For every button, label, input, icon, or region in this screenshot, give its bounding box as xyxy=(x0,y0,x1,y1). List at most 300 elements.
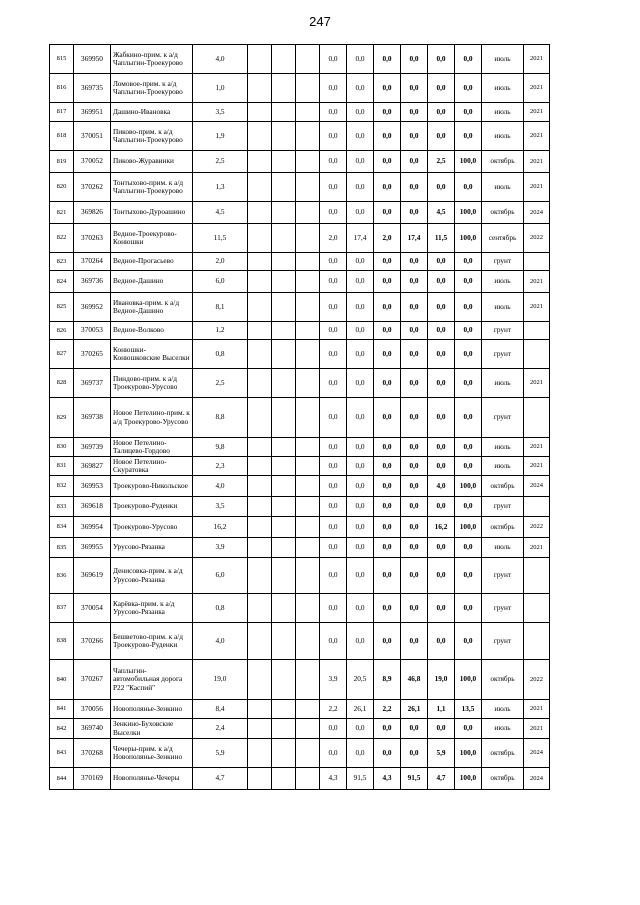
value-h: 19,0 xyxy=(428,660,455,700)
repair-year xyxy=(524,322,550,340)
empty-cell xyxy=(248,739,272,768)
value-e: 0,0 xyxy=(347,103,374,122)
empty-cell xyxy=(272,768,296,790)
road-length: 4,0 xyxy=(193,476,248,497)
empty-cell xyxy=(296,623,320,660)
value-h: 0,0 xyxy=(428,74,455,103)
value-g: 26,1 xyxy=(401,700,428,719)
value-g: 0,0 xyxy=(401,719,428,739)
value-d: 4,3 xyxy=(320,768,347,790)
value-i: 100,0 xyxy=(455,476,482,497)
value-f: 0,0 xyxy=(374,719,401,739)
empty-cell xyxy=(248,497,272,517)
repair-month: грунт xyxy=(482,594,524,623)
empty-cell xyxy=(296,558,320,594)
empty-cell xyxy=(296,594,320,623)
empty-cell xyxy=(296,398,320,438)
empty-cell xyxy=(296,476,320,497)
value-f: 0,0 xyxy=(374,322,401,340)
table-row xyxy=(50,224,550,253)
road-length: 16,2 xyxy=(193,517,248,538)
value-f: 0,0 xyxy=(374,45,401,74)
empty-cell xyxy=(272,369,296,398)
road-length: 8,4 xyxy=(193,700,248,719)
value-g: 0,0 xyxy=(401,202,428,224)
road-code: 370265 xyxy=(74,340,111,369)
empty-cell xyxy=(272,497,296,517)
empty-cell xyxy=(248,660,272,700)
repair-year: 2022 xyxy=(524,224,550,253)
value-f: 0,0 xyxy=(374,438,401,457)
repair-year: 2021 xyxy=(524,369,550,398)
value-e: 0,0 xyxy=(347,369,374,398)
value-h: 4,7 xyxy=(428,768,455,790)
road-length: 4,5 xyxy=(193,202,248,224)
repair-year: 2024 xyxy=(524,476,550,497)
road-length: 2,5 xyxy=(193,369,248,398)
empty-cell xyxy=(296,719,320,739)
value-i: 0,0 xyxy=(455,369,482,398)
value-d: 0,0 xyxy=(320,517,347,538)
value-e: 26,1 xyxy=(347,700,374,719)
value-h: 1,1 xyxy=(428,700,455,719)
value-f: 0,0 xyxy=(374,340,401,369)
road-length: 0,8 xyxy=(193,594,248,623)
value-f: 0,0 xyxy=(374,271,401,293)
value-d: 0,0 xyxy=(320,253,347,271)
value-e: 0,0 xyxy=(347,173,374,202)
table-row xyxy=(50,623,550,660)
empty-cell xyxy=(296,45,320,74)
value-h: 0,0 xyxy=(428,457,455,476)
value-h: 0,0 xyxy=(428,594,455,623)
value-d: 0,0 xyxy=(320,369,347,398)
value-h: 0,0 xyxy=(428,558,455,594)
table-row xyxy=(50,438,550,457)
value-i: 0,0 xyxy=(455,253,482,271)
value-h: 0,0 xyxy=(428,538,455,558)
value-e: 0,0 xyxy=(347,202,374,224)
empty-cell xyxy=(272,623,296,660)
repair-year: 2024 xyxy=(524,202,550,224)
repair-year: 2021 xyxy=(524,103,550,122)
value-i: 100,0 xyxy=(455,660,482,700)
value-e: 0,0 xyxy=(347,438,374,457)
value-h: 0,0 xyxy=(428,438,455,457)
repair-year xyxy=(524,253,550,271)
empty-cell xyxy=(296,122,320,151)
value-d: 0,0 xyxy=(320,45,347,74)
road-code: 370056 xyxy=(74,700,111,719)
road-code: 369950 xyxy=(74,45,111,74)
empty-cell xyxy=(248,719,272,739)
value-g: 0,0 xyxy=(401,623,428,660)
road-name: Новополянье-Чечеры xyxy=(111,768,193,790)
empty-cell xyxy=(296,340,320,369)
value-d: 3,9 xyxy=(320,660,347,700)
row-number: 833 xyxy=(50,497,74,517)
value-i: 0,0 xyxy=(455,271,482,293)
table-row xyxy=(50,293,550,322)
roads-table xyxy=(49,44,550,790)
repair-month: июль xyxy=(482,719,524,739)
empty-cell xyxy=(248,594,272,623)
empty-cell xyxy=(248,293,272,322)
empty-cell xyxy=(272,476,296,497)
road-name: Конюшки-Конюшковские Выселки xyxy=(111,340,193,369)
value-i: 0,0 xyxy=(455,293,482,322)
road-code: 369951 xyxy=(74,103,111,122)
value-e: 0,0 xyxy=(347,293,374,322)
value-d: 0,0 xyxy=(320,497,347,517)
value-g: 91,5 xyxy=(401,768,428,790)
repair-year: 2021 xyxy=(524,293,550,322)
value-f: 0,0 xyxy=(374,151,401,173)
value-g: 0,0 xyxy=(401,45,428,74)
value-h: 0,0 xyxy=(428,623,455,660)
value-f: 8,9 xyxy=(374,660,401,700)
value-h: 0,0 xyxy=(428,173,455,202)
empty-cell xyxy=(272,202,296,224)
road-code: 369739 xyxy=(74,438,111,457)
value-f: 0,0 xyxy=(374,497,401,517)
repair-year xyxy=(524,340,550,369)
table-row xyxy=(50,122,550,151)
row-number: 828 xyxy=(50,369,74,398)
repair-year: 2021 xyxy=(524,700,550,719)
empty-cell xyxy=(248,340,272,369)
empty-cell xyxy=(272,122,296,151)
table-row xyxy=(50,660,550,700)
repair-month: июль xyxy=(482,369,524,398)
empty-cell xyxy=(296,768,320,790)
empty-cell xyxy=(248,438,272,457)
table-row xyxy=(50,398,550,438)
table-row xyxy=(50,497,550,517)
road-code: 369952 xyxy=(74,293,111,322)
road-code: 369619 xyxy=(74,558,111,594)
value-d: 0,0 xyxy=(320,122,347,151)
empty-cell xyxy=(248,369,272,398)
value-d: 2,2 xyxy=(320,700,347,719)
road-length: 11,5 xyxy=(193,224,248,253)
table-row xyxy=(50,768,550,790)
empty-cell xyxy=(248,253,272,271)
repair-month: октябрь xyxy=(482,768,524,790)
value-d: 0,0 xyxy=(320,476,347,497)
road-code: 370267 xyxy=(74,660,111,700)
value-g: 0,0 xyxy=(401,438,428,457)
empty-cell xyxy=(248,476,272,497)
road-code: 370052 xyxy=(74,151,111,173)
row-number: 840 xyxy=(50,660,74,700)
table-row xyxy=(50,719,550,739)
value-g: 0,0 xyxy=(401,457,428,476)
repair-month: июль xyxy=(482,45,524,74)
road-code: 370268 xyxy=(74,739,111,768)
row-number: 831 xyxy=(50,457,74,476)
value-g: 0,0 xyxy=(401,369,428,398)
empty-cell xyxy=(296,224,320,253)
repair-year: 2022 xyxy=(524,517,550,538)
value-h: 0,0 xyxy=(428,719,455,739)
empty-cell xyxy=(272,45,296,74)
value-f: 0,0 xyxy=(374,202,401,224)
value-d: 0,0 xyxy=(320,322,347,340)
road-name: Пиндово-прим. к а/д Троекурово-Урусово xyxy=(111,369,193,398)
row-number: 834 xyxy=(50,517,74,538)
table-row xyxy=(50,558,550,594)
road-code: 369736 xyxy=(74,271,111,293)
repair-month: июль xyxy=(482,173,524,202)
road-name: Пиково-прим. к а/д Чаплыгин-Троекурово xyxy=(111,122,193,151)
road-code: 369827 xyxy=(74,457,111,476)
repair-year: 2021 xyxy=(524,151,550,173)
value-e: 0,0 xyxy=(347,122,374,151)
table-row xyxy=(50,103,550,122)
value-g: 46,8 xyxy=(401,660,428,700)
road-code: 369955 xyxy=(74,538,111,558)
value-h: 0,0 xyxy=(428,293,455,322)
value-d: 0,0 xyxy=(320,457,347,476)
empty-cell xyxy=(296,202,320,224)
repair-year xyxy=(524,623,550,660)
value-h: 0,0 xyxy=(428,322,455,340)
table-row xyxy=(50,340,550,369)
road-name: Троекурово-Урусово xyxy=(111,517,193,538)
empty-cell xyxy=(272,457,296,476)
repair-year: 2021 xyxy=(524,457,550,476)
road-code: 370051 xyxy=(74,122,111,151)
road-length: 4,0 xyxy=(193,45,248,74)
empty-cell xyxy=(296,173,320,202)
empty-cell xyxy=(272,594,296,623)
value-e: 0,0 xyxy=(347,45,374,74)
table-row xyxy=(50,739,550,768)
road-name: Троекурово-Руденки xyxy=(111,497,193,517)
row-number: 823 xyxy=(50,253,74,271)
road-length: 1,0 xyxy=(193,74,248,103)
row-number: 832 xyxy=(50,476,74,497)
empty-cell xyxy=(272,103,296,122)
value-h: 2,5 xyxy=(428,151,455,173)
value-h: 0,0 xyxy=(428,122,455,151)
road-name: Новое Петелино-прим. к а/д Троекурово-Урусово xyxy=(111,398,193,438)
empty-cell xyxy=(248,202,272,224)
value-f: 0,0 xyxy=(374,476,401,497)
row-number: 835 xyxy=(50,538,74,558)
table-row xyxy=(50,594,550,623)
road-name: Новое Петелино-Скуратовка xyxy=(111,457,193,476)
empty-cell xyxy=(248,45,272,74)
empty-cell xyxy=(248,623,272,660)
value-i: 0,0 xyxy=(455,594,482,623)
empty-cell xyxy=(272,517,296,538)
value-i: 13,5 xyxy=(455,700,482,719)
road-length: 8,1 xyxy=(193,293,248,322)
repair-year xyxy=(524,594,550,623)
value-i: 100,0 xyxy=(455,739,482,768)
road-name: Зенкино-Буховские Выселки xyxy=(111,719,193,739)
repair-year: 2021 xyxy=(524,45,550,74)
empty-cell xyxy=(296,700,320,719)
repair-year: 2021 xyxy=(524,719,550,739)
road-length: 6,0 xyxy=(193,558,248,594)
value-h: 0,0 xyxy=(428,103,455,122)
empty-cell xyxy=(272,271,296,293)
value-g: 0,0 xyxy=(401,340,428,369)
value-i: 0,0 xyxy=(455,173,482,202)
empty-cell xyxy=(272,253,296,271)
road-name: Бешветово-прим. к а/д Троекурово-Руденки xyxy=(111,623,193,660)
road-length: 2,5 xyxy=(193,151,248,173)
value-g: 17,4 xyxy=(401,224,428,253)
row-number: 841 xyxy=(50,700,74,719)
value-e: 91,5 xyxy=(347,768,374,790)
road-name: Дашино-Ивановка xyxy=(111,103,193,122)
row-number: 844 xyxy=(50,768,74,790)
empty-cell xyxy=(248,457,272,476)
empty-cell xyxy=(272,700,296,719)
row-number: 838 xyxy=(50,623,74,660)
road-length: 2,0 xyxy=(193,253,248,271)
row-number: 836 xyxy=(50,558,74,594)
road-code: 370169 xyxy=(74,768,111,790)
value-e: 0,0 xyxy=(347,558,374,594)
empty-cell xyxy=(272,398,296,438)
repair-month: октябрь xyxy=(482,476,524,497)
value-i: 0,0 xyxy=(455,45,482,74)
value-d: 0,0 xyxy=(320,558,347,594)
empty-cell xyxy=(296,497,320,517)
value-f: 0,0 xyxy=(374,457,401,476)
road-name: Тонтыхово-прим. к а/д Чаплыгин-Троекурово xyxy=(111,173,193,202)
value-e: 0,0 xyxy=(347,151,374,173)
road-name: Чечеры-прим. к а/д Новополянье-Зенкино xyxy=(111,739,193,768)
value-d: 0,0 xyxy=(320,438,347,457)
road-length: 3,9 xyxy=(193,538,248,558)
value-d: 0,0 xyxy=(320,173,347,202)
row-number: 830 xyxy=(50,438,74,457)
value-i: 0,0 xyxy=(455,538,482,558)
value-g: 0,0 xyxy=(401,497,428,517)
value-i: 100,0 xyxy=(455,768,482,790)
road-code: 370054 xyxy=(74,594,111,623)
row-number: 829 xyxy=(50,398,74,438)
row-number: 817 xyxy=(50,103,74,122)
value-e: 0,0 xyxy=(347,538,374,558)
repair-month: июль xyxy=(482,122,524,151)
road-name: Троекурово-Никольское xyxy=(111,476,193,497)
repair-month: грунт xyxy=(482,497,524,517)
value-e: 0,0 xyxy=(347,517,374,538)
row-number: 826 xyxy=(50,322,74,340)
value-i: 100,0 xyxy=(455,517,482,538)
empty-cell xyxy=(296,271,320,293)
road-name: Ведное-Троекурово-Конюшки xyxy=(111,224,193,253)
value-i: 0,0 xyxy=(455,457,482,476)
repair-month: грунт xyxy=(482,340,524,369)
empty-cell xyxy=(272,322,296,340)
value-g: 0,0 xyxy=(401,476,428,497)
table-row xyxy=(50,271,550,293)
road-code: 369618 xyxy=(74,497,111,517)
value-i: 0,0 xyxy=(455,438,482,457)
value-d: 0,0 xyxy=(320,271,347,293)
road-length: 1,9 xyxy=(193,122,248,151)
road-length: 6,0 xyxy=(193,271,248,293)
value-i: 0,0 xyxy=(455,623,482,660)
value-f: 0,0 xyxy=(374,293,401,322)
value-f: 0,0 xyxy=(374,173,401,202)
road-code: 369738 xyxy=(74,398,111,438)
value-e: 0,0 xyxy=(347,739,374,768)
table-row xyxy=(50,517,550,538)
repair-month: июль xyxy=(482,457,524,476)
road-length: 19,0 xyxy=(193,660,248,700)
value-d: 0,0 xyxy=(320,594,347,623)
road-length: 3,5 xyxy=(193,497,248,517)
value-e: 0,0 xyxy=(347,497,374,517)
row-number: 816 xyxy=(50,74,74,103)
value-e: 0,0 xyxy=(347,457,374,476)
row-number: 818 xyxy=(50,122,74,151)
value-f: 0,0 xyxy=(374,398,401,438)
road-name: Денисовка-прим. к а/д Урусово-Рязанка xyxy=(111,558,193,594)
road-length: 9,8 xyxy=(193,438,248,457)
value-d: 0,0 xyxy=(320,151,347,173)
empty-cell xyxy=(272,293,296,322)
value-e: 0,0 xyxy=(347,623,374,660)
repair-month: октябрь xyxy=(482,151,524,173)
table-row xyxy=(50,369,550,398)
repair-month: грунт xyxy=(482,253,524,271)
row-number: 837 xyxy=(50,594,74,623)
table-row xyxy=(50,173,550,202)
value-g: 0,0 xyxy=(401,74,428,103)
empty-cell xyxy=(272,151,296,173)
value-f: 0,0 xyxy=(374,558,401,594)
repair-year: 2021 xyxy=(524,74,550,103)
road-length: 0,8 xyxy=(193,340,248,369)
value-e: 0,0 xyxy=(347,476,374,497)
repair-month: июль xyxy=(482,74,524,103)
repair-year: 2024 xyxy=(524,739,550,768)
road-name: Ведное-Прогасьево xyxy=(111,253,193,271)
empty-cell xyxy=(296,293,320,322)
row-number: 820 xyxy=(50,173,74,202)
row-number: 824 xyxy=(50,271,74,293)
value-d: 0,0 xyxy=(320,74,347,103)
value-h: 0,0 xyxy=(428,253,455,271)
value-g: 0,0 xyxy=(401,122,428,151)
empty-cell xyxy=(296,74,320,103)
value-e: 0,0 xyxy=(347,340,374,369)
empty-cell xyxy=(296,253,320,271)
repair-month: июль xyxy=(482,538,524,558)
value-h: 0,0 xyxy=(428,45,455,74)
value-f: 2,2 xyxy=(374,700,401,719)
value-g: 0,0 xyxy=(401,398,428,438)
value-f: 0,0 xyxy=(374,538,401,558)
value-g: 0,0 xyxy=(401,517,428,538)
value-i: 0,0 xyxy=(455,398,482,438)
repair-year: 2024 xyxy=(524,768,550,790)
empty-cell xyxy=(248,322,272,340)
value-f: 0,0 xyxy=(374,739,401,768)
table-row xyxy=(50,151,550,173)
row-number: 827 xyxy=(50,340,74,369)
